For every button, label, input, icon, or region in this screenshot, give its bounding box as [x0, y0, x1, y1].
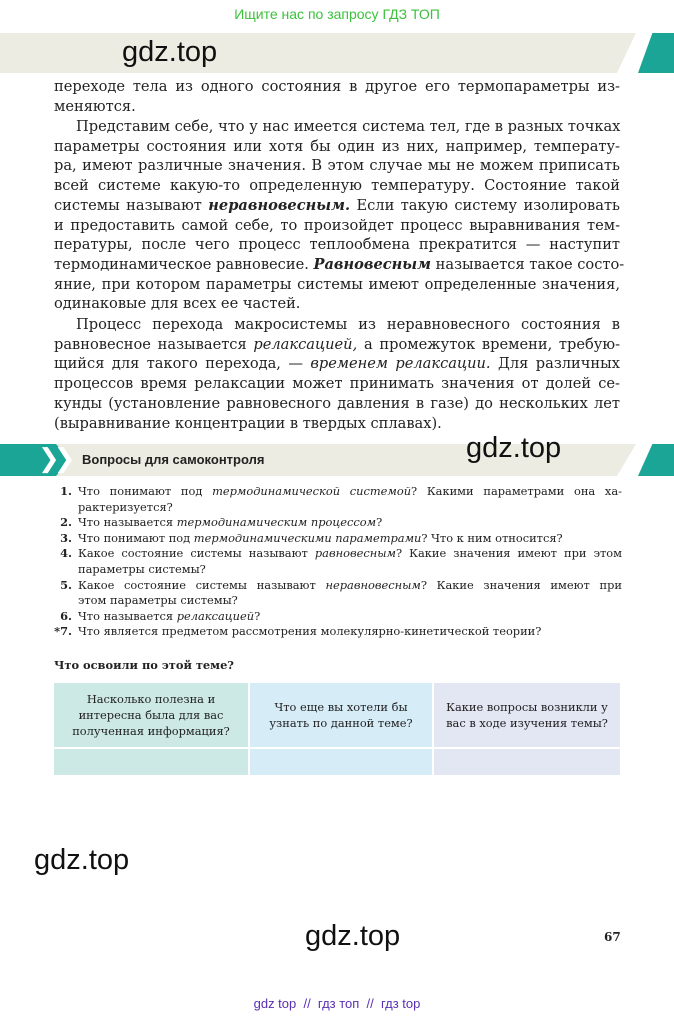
watermark-bottom: gdz.top	[305, 920, 401, 952]
paragraph-2	[54, 117, 625, 314]
text-segment: Какое состояние системы называют	[78, 577, 326, 592]
text-line: Процесс перехода макросистемы из неравновесного состояния в	[76, 316, 620, 333]
text-line: яние, при котором параметры системы имеют определенные значения,	[54, 275, 620, 293]
term-relaxation-time: временем релаксации.	[310, 355, 491, 373]
text-segment: ? Какие значения имеют при	[420, 577, 622, 592]
section-teal-accent	[638, 444, 674, 476]
question-line	[78, 484, 622, 500]
question-item	[54, 546, 622, 577]
term-equilibrium: Равновесным	[313, 255, 432, 273]
text-line	[54, 335, 620, 355]
text-line: (выравнивание концентрации в твердых сплавах).	[54, 414, 442, 432]
table-header-cell: Что еще вы хотели бы узнать по данной теме?	[249, 683, 433, 748]
text-line: Представим себе, что у нас имеется система тел, где в разных точках	[76, 118, 621, 135]
question-item	[54, 515, 622, 531]
text-segment: Что называется	[78, 515, 177, 530]
text-line	[54, 255, 625, 275]
text-segment: а промежуток времени, требую-	[357, 335, 620, 353]
reflection-table	[54, 683, 620, 775]
text-segment: термодинамическое равновесие.	[54, 255, 314, 273]
question-item	[54, 484, 622, 515]
question-term: неравновесным	[325, 577, 421, 592]
watermark-top: gdz.top	[122, 36, 218, 68]
text-line: всей системе какую-то определенную температуру. Состояние такой	[54, 177, 620, 195]
section-title: Вопросы для самоконтроля	[82, 452, 265, 467]
footer-links[interactable]: gdz top // гдз топ // гдз top	[253, 996, 421, 1011]
text-segment: ? Какие значения имеют при этом	[395, 546, 622, 561]
text-segment: ?	[254, 608, 261, 623]
text-segment: щийся для такого перехода, —	[54, 355, 311, 373]
question-line	[78, 515, 622, 531]
page-number: 67	[604, 930, 621, 944]
question-number: 2.	[60, 515, 72, 530]
text-segment: Какое состояние системы называют	[78, 546, 315, 561]
text-segment: Если такую систему изолировать	[350, 196, 620, 214]
term-relaxation: релаксацией,	[253, 335, 358, 353]
text-line: меняются.	[54, 97, 136, 115]
text-line: одинаковые для всех ее частей.	[54, 295, 301, 313]
text-segment: Что понимают под	[78, 484, 213, 498]
question-number: *7.	[54, 624, 72, 639]
question-item	[54, 578, 622, 609]
text-segment: ? Что к ним относится?	[421, 530, 563, 545]
watermark-lower-left: gdz.top	[34, 844, 130, 876]
top-banner[interactable]: Ищите нас по запросу ГДЗ ТОП	[234, 6, 440, 22]
term-nonequilibrium: неравновесным.	[208, 196, 351, 214]
text-line	[54, 196, 620, 216]
question-line: этом параметры системы?	[78, 593, 238, 608]
question-line: рактеризуется?	[78, 499, 173, 514]
question-line	[78, 578, 622, 594]
table-header-cell: Какие вопросы возникли у вас в ходе изучения темы?	[433, 683, 620, 748]
question-term: термодинамической системой	[212, 484, 412, 498]
chevrons-icon: ❯❯	[38, 444, 70, 474]
text-segment: равновесное называется	[54, 335, 254, 353]
text-line	[54, 354, 620, 374]
mastered-title: Что освоили по этой теме?	[54, 658, 234, 672]
question-term: термодинамическими параметрами	[193, 530, 422, 545]
table-cell[interactable]	[249, 748, 433, 775]
question-line	[78, 609, 622, 625]
paragraph-3	[54, 315, 620, 433]
question-item	[54, 624, 622, 640]
question-number: 5.	[60, 577, 72, 592]
text-segment: Для различных	[490, 355, 620, 373]
text-segment: ? Какими параметрами она ха-	[411, 484, 622, 498]
watermark-middle: gdz.top	[466, 432, 562, 464]
table-cell[interactable]	[433, 748, 620, 775]
header-band	[0, 33, 636, 73]
text-line: пературы, после чего процесс теплообмена прекратится — наступит	[54, 236, 620, 254]
question-line	[78, 546, 622, 562]
question-term: релаксацией	[176, 608, 255, 623]
text-line: параметры состояния или хотя бы один из них, например, температу-	[54, 137, 620, 155]
text-segment: Что называется	[78, 608, 177, 623]
question-number: 3.	[60, 530, 72, 545]
table-header-row	[54, 683, 620, 748]
text-line: кунды (установление равновесного давления в газе) до нескольких лет	[54, 394, 620, 412]
question-line: параметры системы?	[78, 561, 206, 576]
paragraph-1	[54, 77, 620, 116]
question-item	[54, 609, 622, 625]
text-line: ра, имеют различные значения. В этом случае мы не можем приписать	[54, 157, 620, 175]
questions-list	[54, 484, 622, 640]
question-line: Что является предметом рассмотрения молекулярно-кинетической теории?	[78, 624, 542, 639]
text-segment: называется такое состо-	[431, 255, 625, 273]
question-term: равновесным	[314, 546, 396, 561]
question-number: 1.	[60, 484, 72, 498]
question-term: термодинамическим процессом	[176, 515, 377, 530]
header-teal-accent	[638, 33, 674, 73]
question-number: 4.	[60, 546, 72, 561]
question-item	[54, 531, 622, 547]
table-cell[interactable]	[54, 748, 249, 775]
question-number: 6.	[60, 608, 72, 623]
text-segment: Что понимают под	[78, 530, 194, 545]
text-line: процессов время релаксации может принимать значения от долей се-	[54, 375, 620, 393]
table-header-cell: Насколько полезна и интересна была для вас полученная информация?	[54, 683, 249, 748]
table-row	[54, 748, 620, 775]
text-line: и предоставить самой себе, то произойдет процесс выравнивания тем-	[54, 216, 620, 234]
text-segment: системы называют	[54, 196, 209, 214]
text-segment: ?	[376, 515, 383, 530]
question-line	[78, 531, 622, 547]
text-line: переходе тела из одного состояния в другое его термопараметры из-	[54, 78, 620, 95]
